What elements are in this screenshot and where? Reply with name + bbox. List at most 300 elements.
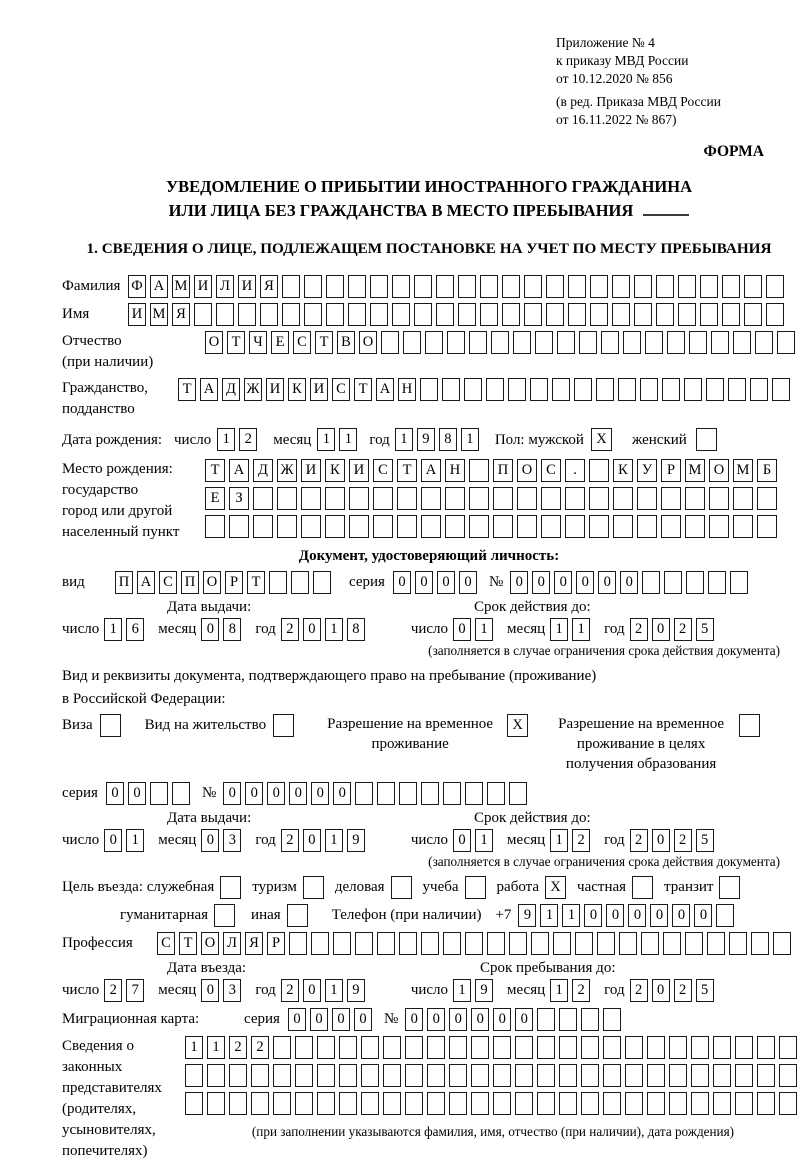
char-cell[interactable] [779,1064,797,1087]
other-checkbox[interactable] [287,904,308,927]
char-cell[interactable]: А [421,459,441,482]
char-cell[interactable] [664,571,682,594]
char-cell[interactable]: Д [222,378,240,401]
char-cell[interactable]: 1 [207,1036,225,1059]
char-cell[interactable] [640,378,658,401]
char-cell[interactable]: 1 [325,829,343,852]
char-cell[interactable] [355,932,373,955]
char-cell[interactable] [295,1036,313,1059]
residence-series-cells[interactable] [106,782,194,805]
char-cell[interactable]: И [310,378,328,401]
identity-expiry-year-cells[interactable] [630,618,718,641]
char-cell[interactable]: 1 [104,618,122,641]
char-cell[interactable] [465,876,486,899]
birth-month-cells[interactable] [317,428,361,451]
char-cell[interactable] [427,1092,445,1115]
char-cell[interactable]: И [238,275,256,298]
identity-expiry-month-cells[interactable] [550,618,594,641]
char-cell[interactable] [531,932,549,955]
char-cell[interactable] [493,1064,511,1087]
char-cell[interactable] [596,378,614,401]
char-cell[interactable]: П [181,571,199,594]
char-cell[interactable]: 2 [674,618,692,641]
birth-place-cells-row2[interactable] [205,487,781,510]
char-cell[interactable] [739,714,760,737]
char-cell[interactable] [735,1036,753,1059]
char-cell[interactable] [711,331,729,354]
representatives-cells-row3[interactable] [185,1092,800,1115]
char-cell[interactable] [634,303,652,326]
char-cell[interactable]: 1 [550,829,568,852]
char-cell[interactable] [757,487,777,510]
char-cell[interactable] [325,487,345,510]
char-cell[interactable]: 1 [550,618,568,641]
char-cell[interactable]: О [205,331,223,354]
char-cell[interactable] [589,515,609,538]
char-cell[interactable] [537,1064,555,1087]
char-cell[interactable] [559,1036,577,1059]
char-cell[interactable] [291,571,309,594]
char-cell[interactable]: 1 [395,428,413,451]
char-cell[interactable] [253,487,273,510]
char-cell[interactable] [370,303,388,326]
char-cell[interactable] [405,1092,423,1115]
char-cell[interactable]: М [172,275,190,298]
char-cell[interactable]: 0 [576,571,594,594]
char-cell[interactable]: . [565,459,585,482]
char-cell[interactable] [515,1064,533,1087]
char-cell[interactable] [625,1036,643,1059]
migration-series-cells[interactable] [288,1008,376,1031]
char-cell[interactable] [541,487,561,510]
phone-cells[interactable] [518,904,738,927]
char-cell[interactable]: И [266,378,284,401]
char-cell[interactable] [691,1036,709,1059]
char-cell[interactable]: 2 [630,979,648,1002]
char-cell[interactable]: Ж [277,459,297,482]
char-cell[interactable] [377,782,395,805]
char-cell[interactable]: 0 [303,979,321,1002]
char-cell[interactable] [647,1064,665,1087]
birth-place-cells-row1[interactable] [205,459,781,482]
char-cell[interactable]: Д [253,459,273,482]
char-cell[interactable]: 2 [674,829,692,852]
char-cell[interactable] [449,1092,467,1115]
char-cell[interactable]: 2 [229,1036,247,1059]
char-cell[interactable] [513,331,531,354]
char-cell[interactable]: 0 [288,1008,306,1031]
char-cell[interactable]: 0 [415,571,433,594]
char-cell[interactable] [471,1064,489,1087]
char-cell[interactable] [361,1036,379,1059]
char-cell[interactable] [559,1092,577,1115]
char-cell[interactable]: 0 [652,618,670,641]
profession-cells[interactable] [157,932,795,955]
char-cell[interactable]: 1 [453,979,471,1002]
char-cell[interactable] [273,1036,291,1059]
char-cell[interactable]: 2 [572,829,590,852]
char-cell[interactable] [443,932,461,955]
char-cell[interactable]: 0 [515,1008,533,1031]
residence-expiry-month-cells[interactable] [550,829,594,852]
char-cell[interactable] [399,782,417,805]
char-cell[interactable] [493,487,513,510]
char-cell[interactable] [465,932,483,955]
char-cell[interactable]: 2 [104,979,122,1002]
char-cell[interactable]: 3 [223,829,241,852]
char-cell[interactable]: С [159,571,177,594]
char-cell[interactable]: О [517,459,537,482]
char-cell[interactable]: Ф [128,275,146,298]
business-checkbox[interactable] [391,876,412,899]
study-checkbox[interactable] [465,876,486,899]
char-cell[interactable] [383,1064,401,1087]
char-cell[interactable] [471,1036,489,1059]
char-cell[interactable] [273,1064,291,1087]
stay-month-cells[interactable] [550,979,594,1002]
char-cell[interactable] [700,275,718,298]
char-cell[interactable]: 1 [325,618,343,641]
char-cell[interactable]: Т [178,378,196,401]
char-cell[interactable] [229,1092,247,1115]
migration-number-cells[interactable] [405,1008,625,1031]
char-cell[interactable]: 0 [303,829,321,852]
char-cell[interactable]: В [337,331,355,354]
tourism-checkbox[interactable] [303,876,324,899]
char-cell[interactable] [669,1036,687,1059]
char-cell[interactable]: 0 [310,1008,328,1031]
char-cell[interactable] [757,1092,775,1115]
char-cell[interactable] [757,515,777,538]
char-cell[interactable] [273,1092,291,1115]
char-cell[interactable]: 5 [696,618,714,641]
identity-series-cells[interactable] [393,571,481,594]
char-cell[interactable] [613,487,633,510]
char-cell[interactable] [637,515,657,538]
char-cell[interactable] [612,303,630,326]
char-cell[interactable] [589,459,609,482]
char-cell[interactable] [713,1092,731,1115]
char-cell[interactable] [729,932,747,955]
identity-kind-cells[interactable] [115,571,335,594]
char-cell[interactable] [777,331,795,354]
male-checkbox[interactable] [591,428,612,451]
char-cell[interactable]: 0 [104,829,122,852]
char-cell[interactable] [757,1036,775,1059]
char-cell[interactable] [601,331,619,354]
char-cell[interactable] [685,487,705,510]
identity-issue-year-cells[interactable] [281,618,369,641]
char-cell[interactable] [269,571,287,594]
char-cell[interactable]: С [157,932,175,955]
char-cell[interactable] [361,1064,379,1087]
char-cell[interactable] [421,487,441,510]
char-cell[interactable] [579,331,597,354]
char-cell[interactable] [541,515,561,538]
patronymic-cells[interactable] [205,331,799,354]
char-cell[interactable] [728,378,746,401]
char-cell[interactable] [487,782,505,805]
char-cell[interactable]: 0 [471,1008,489,1031]
char-cell[interactable] [392,275,410,298]
char-cell[interactable]: 2 [572,979,590,1002]
char-cell[interactable] [421,515,441,538]
residence-issue-month-cells[interactable] [201,829,245,852]
char-cell[interactable]: А [137,571,155,594]
char-cell[interactable] [537,1036,555,1059]
char-cell[interactable] [553,932,571,955]
char-cell[interactable] [425,331,443,354]
char-cell[interactable]: 9 [347,979,365,1002]
char-cell[interactable] [685,932,703,955]
char-cell[interactable] [397,515,417,538]
char-cell[interactable] [399,932,417,955]
char-cell[interactable] [517,515,537,538]
char-cell[interactable] [491,331,509,354]
char-cell[interactable] [669,1092,687,1115]
char-cell[interactable] [575,932,593,955]
char-cell[interactable] [207,1064,225,1087]
char-cell[interactable] [565,487,585,510]
char-cell[interactable]: 2 [281,618,299,641]
char-cell[interactable] [696,428,717,451]
char-cell[interactable]: 5 [696,829,714,852]
private-checkbox[interactable] [632,876,653,899]
char-cell[interactable]: 0 [201,618,219,641]
residence-expiry-day-cells[interactable] [453,829,497,852]
char-cell[interactable] [568,303,586,326]
char-cell[interactable] [304,303,322,326]
char-cell[interactable] [502,275,520,298]
char-cell[interactable]: 1 [562,904,580,927]
char-cell[interactable] [392,303,410,326]
char-cell[interactable] [502,303,520,326]
char-cell[interactable]: 0 [223,782,241,805]
char-cell[interactable]: 0 [584,904,602,927]
char-cell[interactable] [326,275,344,298]
char-cell[interactable] [469,459,489,482]
char-cell[interactable] [625,1092,643,1115]
char-cell[interactable] [779,1092,797,1115]
char-cell[interactable] [625,1064,643,1087]
char-cell[interactable]: 2 [281,979,299,1002]
char-cell[interactable]: 0 [354,1008,372,1031]
char-cell[interactable] [603,1008,621,1031]
char-cell[interactable]: О [203,571,221,594]
char-cell[interactable] [304,275,322,298]
identity-expiry-day-cells[interactable] [453,618,497,641]
char-cell[interactable]: Ж [244,378,262,401]
char-cell[interactable] [645,331,663,354]
char-cell[interactable] [205,515,225,538]
char-cell[interactable] [719,876,740,899]
char-cell[interactable]: К [288,378,306,401]
char-cell[interactable]: Б [757,459,777,482]
char-cell[interactable] [634,275,652,298]
char-cell[interactable] [238,303,256,326]
char-cell[interactable] [282,275,300,298]
char-cell[interactable] [348,275,366,298]
char-cell[interactable] [251,1092,269,1115]
char-cell[interactable] [603,1092,621,1115]
surname-cells[interactable] [128,275,788,298]
char-cell[interactable]: Я [260,275,278,298]
char-cell[interactable] [559,1008,577,1031]
char-cell[interactable]: 2 [239,428,257,451]
char-cell[interactable]: Е [271,331,289,354]
char-cell[interactable] [405,1036,423,1059]
char-cell[interactable]: 0 [620,571,638,594]
char-cell[interactable]: 0 [303,618,321,641]
char-cell[interactable]: 9 [518,904,536,927]
char-cell[interactable] [311,932,329,955]
char-cell[interactable]: 0 [652,979,670,1002]
char-cell[interactable]: 9 [417,428,435,451]
residence-expiry-year-cells[interactable] [630,829,718,852]
char-cell[interactable] [524,275,542,298]
char-cell[interactable] [565,515,585,538]
char-cell[interactable]: А [376,378,394,401]
char-cell[interactable] [663,932,681,955]
char-cell[interactable]: Р [661,459,681,482]
char-cell[interactable]: Т [397,459,417,482]
char-cell[interactable]: 1 [317,428,335,451]
char-cell[interactable] [282,303,300,326]
residence-issue-year-cells[interactable] [281,829,369,852]
char-cell[interactable] [669,1064,687,1087]
char-cell[interactable] [684,378,702,401]
char-cell[interactable]: Т [247,571,265,594]
identity-issue-month-cells[interactable] [201,618,245,641]
char-cell[interactable] [581,1008,599,1031]
char-cell[interactable] [317,1064,335,1087]
char-cell[interactable] [339,1064,357,1087]
char-cell[interactable] [766,303,784,326]
char-cell[interactable] [391,876,412,899]
char-cell[interactable] [700,303,718,326]
char-cell[interactable] [557,331,575,354]
char-cell[interactable] [766,275,784,298]
char-cell[interactable] [647,1092,665,1115]
temp-permit-checkbox[interactable] [507,714,528,737]
char-cell[interactable] [277,487,297,510]
char-cell[interactable]: И [349,459,369,482]
char-cell[interactable]: X [591,428,612,451]
char-cell[interactable]: У [637,459,657,482]
char-cell[interactable] [421,932,439,955]
char-cell[interactable] [447,331,465,354]
char-cell[interactable] [509,782,527,805]
char-cell[interactable] [487,932,505,955]
char-cell[interactable] [708,571,726,594]
char-cell[interactable]: 1 [540,904,558,927]
char-cell[interactable]: С [373,459,393,482]
char-cell[interactable] [581,1036,599,1059]
char-cell[interactable] [618,378,636,401]
char-cell[interactable]: 0 [493,1008,511,1031]
char-cell[interactable] [493,1036,511,1059]
char-cell[interactable] [619,932,637,955]
char-cell[interactable]: 2 [630,618,648,641]
char-cell[interactable] [349,515,369,538]
char-cell[interactable]: И [194,275,212,298]
char-cell[interactable]: 0 [437,571,455,594]
char-cell[interactable]: З [229,487,249,510]
char-cell[interactable] [623,331,641,354]
char-cell[interactable]: 1 [475,618,493,641]
char-cell[interactable] [229,1064,247,1087]
char-cell[interactable]: 1 [185,1036,203,1059]
char-cell[interactable]: 6 [126,618,144,641]
char-cell[interactable]: С [541,459,561,482]
char-cell[interactable]: Л [223,932,241,955]
char-cell[interactable] [295,1092,313,1115]
char-cell[interactable] [458,303,476,326]
char-cell[interactable] [515,1092,533,1115]
char-cell[interactable] [537,1008,555,1031]
char-cell[interactable] [214,904,235,927]
char-cell[interactable]: 1 [475,829,493,852]
char-cell[interactable]: 0 [606,904,624,927]
char-cell[interactable]: 0 [459,571,477,594]
char-cell[interactable]: Я [245,932,263,955]
char-cell[interactable] [421,782,439,805]
char-cell[interactable]: 2 [281,829,299,852]
char-cell[interactable] [480,303,498,326]
char-cell[interactable] [590,303,608,326]
char-cell[interactable]: П [493,459,513,482]
char-cell[interactable]: 2 [674,979,692,1002]
char-cell[interactable] [722,275,740,298]
char-cell[interactable] [405,1064,423,1087]
char-cell[interactable] [333,932,351,955]
char-cell[interactable]: 0 [311,782,329,805]
char-cell[interactable]: 0 [405,1008,423,1031]
char-cell[interactable]: М [150,303,168,326]
char-cell[interactable] [207,1092,225,1115]
char-cell[interactable] [287,904,308,927]
char-cell[interactable] [713,1064,731,1087]
char-cell[interactable] [313,571,331,594]
char-cell[interactable]: 1 [126,829,144,852]
char-cell[interactable] [373,515,393,538]
char-cell[interactable] [436,275,454,298]
char-cell[interactable] [613,515,633,538]
entry-year-cells[interactable] [281,979,369,1002]
char-cell[interactable]: О [201,932,219,955]
char-cell[interactable] [686,571,704,594]
char-cell[interactable] [361,1092,379,1115]
char-cell[interactable]: 0 [532,571,550,594]
char-cell[interactable] [661,515,681,538]
char-cell[interactable]: 8 [223,618,241,641]
char-cell[interactable]: 0 [106,782,124,805]
char-cell[interactable] [603,1064,621,1087]
char-cell[interactable]: Н [445,459,465,482]
char-cell[interactable]: 0 [453,829,471,852]
char-cell[interactable] [229,515,249,538]
char-cell[interactable]: 7 [126,979,144,1002]
char-cell[interactable]: 0 [554,571,572,594]
char-cell[interactable]: С [293,331,311,354]
char-cell[interactable] [185,1092,203,1115]
char-cell[interactable]: 9 [347,829,365,852]
char-cell[interactable] [515,1036,533,1059]
char-cell[interactable] [355,782,373,805]
char-cell[interactable] [301,487,321,510]
char-cell[interactable] [642,571,660,594]
char-cell[interactable] [773,932,791,955]
